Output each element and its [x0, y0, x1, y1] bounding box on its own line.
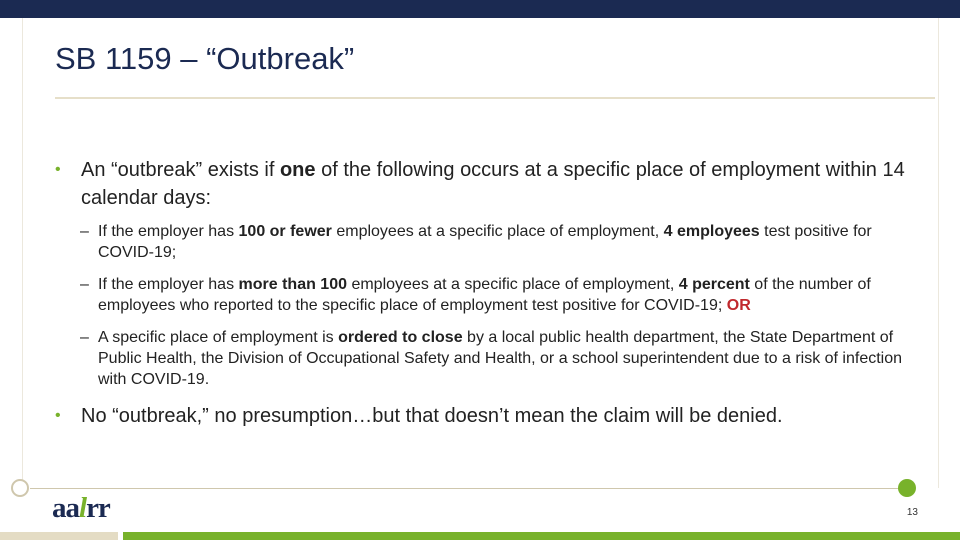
page-number: 13: [906, 507, 918, 518]
top-header-bar: [0, 0, 960, 18]
slide-title: SB 1159 – “Outbreak”: [55, 41, 355, 76]
sub-bullet-more-than-100: – If the employer has more than 100 employees at a specific place of employment, 4 percent of the number of employees who reported to the specific place of employment test positive for COVID-19; OR: [80, 276, 871, 314]
dash-marker: –: [80, 223, 89, 240]
bullet-outbreak-definition: • An “outbreak” exists if one of the following occurs at a specific place of employment within 14 calendar days:: [55, 156, 925, 212]
footer-circle-left: [11, 479, 29, 497]
bullet-marker: •: [55, 407, 61, 424]
dash-marker: –: [80, 329, 89, 346]
bullet-no-outbreak: • No “outbreak,” no presumption…but that doesn’t mean the claim will be denied.: [55, 402, 925, 430]
title-divider: [55, 97, 935, 99]
footer-tan-bar: [0, 532, 118, 540]
frame-right-line: [938, 18, 939, 488]
frame-left-line: [22, 18, 23, 488]
slide-content: [55, 156, 925, 430]
footer-divider: [30, 488, 905, 489]
sub-bullet-ordered-to-close: – A specific place of employment is ordered to close by a local public health department, the State Department of Public Health, the Division of Occupational Safety and Health, or a school superintendent due to a risk of infection with COVID-19.: [80, 329, 903, 388]
or-emphasis: OR: [726, 297, 751, 314]
footer-circle-right: [898, 479, 916, 497]
footer-green-bar: [123, 532, 960, 540]
aalrr-logo: aalrr: [52, 492, 110, 524]
dash-marker: –: [80, 276, 89, 293]
bullet-marker: •: [55, 161, 61, 178]
sub-bullet-100-or-fewer: – If the employer has 100 or fewer employees at a specific place of employment, 4 employees test positive for COVID-19;: [80, 223, 872, 261]
